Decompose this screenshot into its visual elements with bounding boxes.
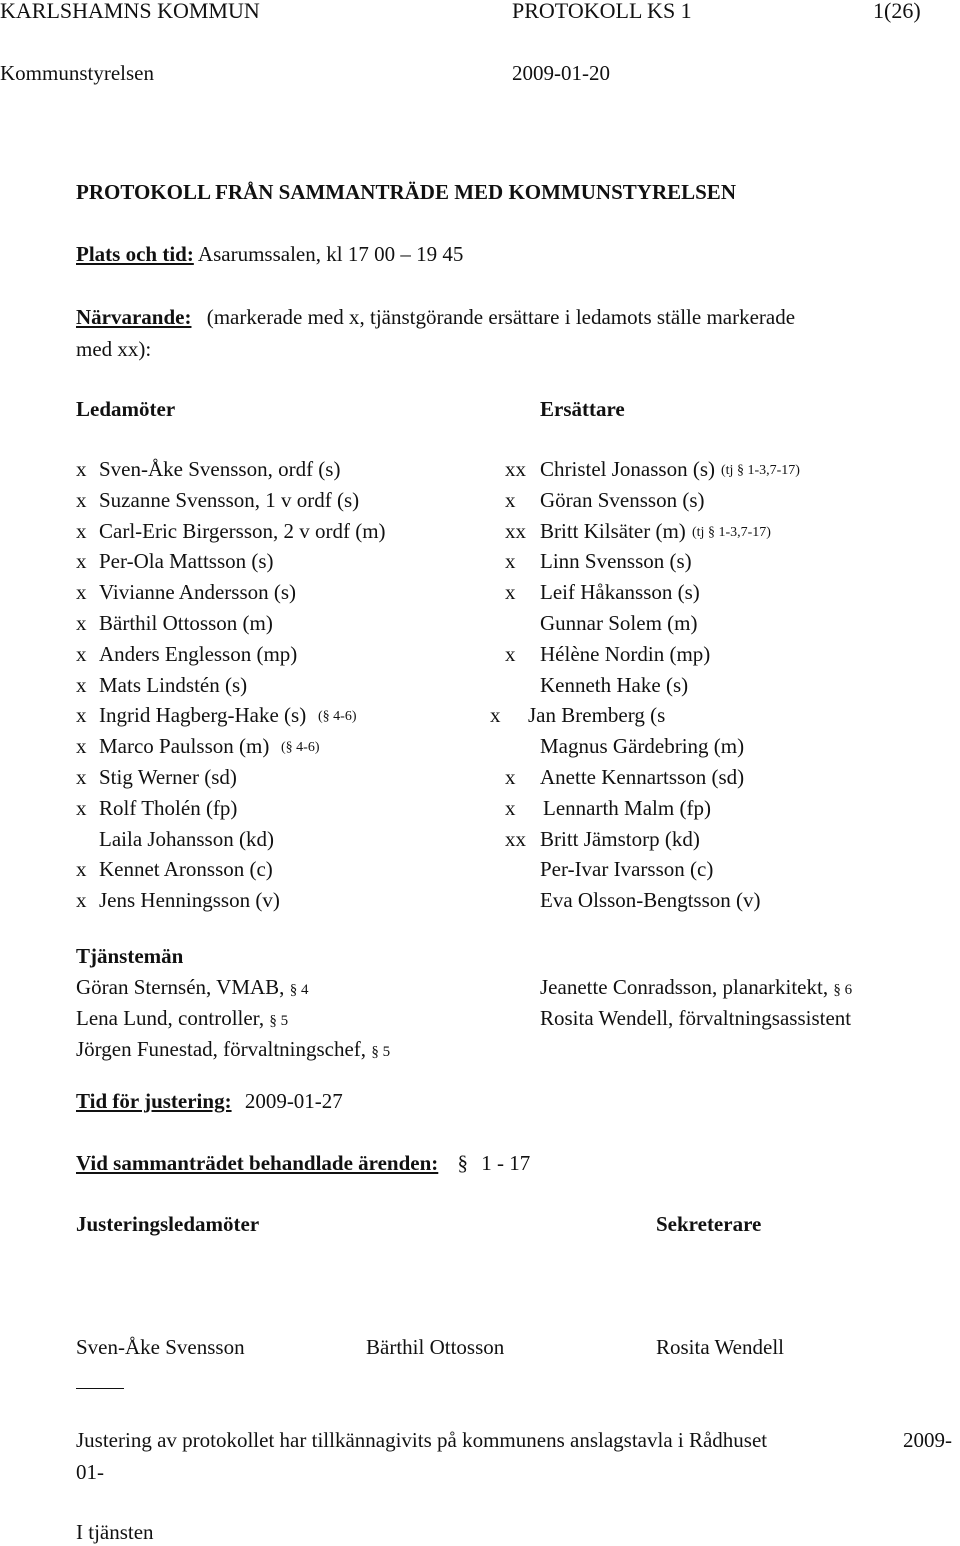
substitute-present-mark: xx (505, 518, 526, 543)
attendance-row (0, 736, 960, 764)
secretary-heading: Sekreterare (656, 1212, 762, 1236)
member-name: Suzanne Svensson, 1 v ordf (s) (99, 487, 360, 512)
present-line-1 (76, 307, 795, 328)
member-note: (§ 4-6) (281, 740, 320, 756)
member-name: Anders Englesson (mp) (99, 641, 298, 666)
substitute-name: Leif Håkansson (s) (540, 580, 700, 605)
footer-service: I tjänsten (76, 1520, 154, 1544)
substitute-present-mark: xx (505, 457, 526, 481)
member-name: Mats Lindstén (s) (99, 672, 248, 697)
member-present-mark: x (76, 888, 87, 913)
member-name: Rolf Tholén (fp) (99, 795, 238, 820)
official-right-1 (540, 977, 852, 998)
substitute-present-mark: x (505, 487, 516, 512)
substitute-note: (tj § 1-3,7-17) (692, 524, 771, 540)
official-section: § 5 (371, 1044, 391, 1060)
attendance-row (0, 551, 960, 579)
attendance-row (0, 641, 960, 672)
substitute-present-mark: x (505, 580, 516, 605)
substitute-present-mark: x (490, 703, 501, 728)
signature-rule (76, 1388, 124, 1389)
header-org: KARLSHAMNS KOMMUN (0, 0, 260, 23)
official-left-1 (76, 977, 308, 998)
adjust-time-line (76, 1091, 343, 1112)
member-present-mark: x (76, 641, 87, 666)
member-name: Jens Henningsson (v) (99, 888, 280, 913)
adjust-time-label: Tid för justering: (76, 1089, 232, 1113)
member-present-mark: x (76, 795, 87, 820)
substitute-name: Kenneth Hake (s) (540, 672, 689, 697)
attendance-row (0, 459, 960, 487)
handled-value: 1 - 17 (481, 1151, 531, 1175)
notice-date-2: 01- (76, 1460, 104, 1484)
substitute-name: Lennarth Malm (fp) (543, 795, 711, 820)
member-note: (§ 4-6) (318, 709, 357, 725)
official-section: § 6 (833, 982, 853, 998)
substitute-name: Britt Kilsäter (m) (540, 518, 686, 543)
substitute-present-mark: x (505, 641, 516, 666)
substitute-note: (tj § 1-3,7-17) (721, 463, 800, 478)
member-name: Sven-Åke Svensson, ordf (s) (99, 457, 341, 481)
official-name: Lena Lund, controller, (76, 1006, 265, 1030)
handled-line (76, 1153, 530, 1174)
official-name: Rosita Wendell, förvaltningsassistent (540, 1006, 852, 1030)
signature-3: Rosita Wendell (656, 1335, 784, 1359)
attendance-row (0, 518, 960, 549)
notice-date-1: 2009- (903, 1428, 952, 1452)
member-name: Ingrid Hagberg-Hake (s) (99, 703, 307, 728)
attendance-row (0, 672, 960, 703)
substitute-name: Göran Svensson (s) (540, 487, 705, 512)
attendance-row (0, 582, 960, 610)
member-present-mark: x (76, 857, 87, 882)
member-present-mark: x (76, 672, 87, 697)
present-text-1: (markerade med x, tjänstgörande ersättare i ledamots ställe markerade (206, 305, 796, 329)
substitute-name: Linn Svensson (s) (540, 549, 692, 574)
adjusters-heading: Justeringsledamöter (76, 1212, 260, 1236)
member-name: Stig Werner (sd) (99, 765, 237, 789)
substitute-name: Jan Bremberg (s (528, 703, 666, 728)
substitute-name: Per-Ivar Ivarsson (c) (540, 857, 714, 882)
official-left-3 (76, 1039, 390, 1060)
member-name: Marco Paulsson (m) (99, 734, 270, 759)
attendance-row (0, 613, 960, 641)
place-line (76, 244, 463, 265)
attendance-row (0, 859, 960, 887)
substitutes-heading: Ersättare (540, 397, 625, 421)
attendance-row (0, 826, 960, 857)
member-present-mark: x (76, 765, 87, 789)
place-label: Plats och tid: (76, 242, 194, 266)
attendance-row (0, 487, 960, 518)
substitute-present-mark: x (505, 765, 516, 789)
member-present-mark: x (76, 580, 87, 605)
header-body: Kommunstyrelsen (0, 61, 154, 85)
member-present-mark: x (76, 518, 87, 543)
official-name: Göran Sternsén, VMAB, (76, 975, 285, 999)
substitute-name: Magnus Gärdebring (m) (540, 734, 745, 759)
official-name: Jörgen Funestad, förvaltningschef, (76, 1037, 367, 1061)
officials-heading: Tjänstemän (76, 944, 184, 968)
official-name: Jeanette Conradsson, planarkitekt, (540, 975, 829, 999)
attendance-row (0, 767, 960, 795)
handled-label: Vid sammanträdet behandlade ärenden: (76, 1151, 439, 1175)
member-present-mark: x (76, 734, 87, 759)
attendance-row (0, 705, 960, 733)
present-label: Närvarande: (76, 305, 192, 329)
member-present-mark: x (76, 487, 87, 512)
substitute-name: Christel Jonasson (s) (540, 457, 715, 481)
header-date: 2009-01-20 (512, 61, 610, 85)
substitute-name: Hélène Nordin (mp) (540, 641, 711, 666)
attendance-row (0, 890, 960, 918)
member-name: Bärthil Ottosson (m) (99, 611, 273, 635)
official-section: § 5 (269, 1013, 289, 1029)
substitute-present-mark: x (505, 549, 516, 574)
page-title: PROTOKOLL FRÅN SAMMANTRÄDE MED KOMMUNSTYRELSEN (76, 180, 736, 204)
member-present-mark: x (76, 457, 87, 481)
present-text-2: med xx): (76, 337, 152, 361)
member-name: Per-Ola Mattsson (s) (99, 549, 274, 574)
substitute-name: Gunnar Solem (m) (540, 611, 698, 635)
substitute-name: Eva Olsson-Bengtsson (v) (540, 888, 761, 913)
official-right-2 (540, 1008, 851, 1029)
adjust-time-value: 2009-01-27 (244, 1089, 343, 1113)
member-name: Kennet Aronsson (c) (99, 857, 273, 882)
signature-2: Bärthil Ottosson (366, 1335, 505, 1359)
member-name: Carl-Eric Birgersson, 2 v ordf (m) (99, 518, 386, 543)
official-left-2 (76, 1008, 288, 1029)
member-name: Laila Johansson (kd) (99, 826, 274, 851)
header-page: 1(26) (873, 0, 921, 23)
notice-text: Justering av protokollet har tillkännagivits på kommunens anslagstavla i Rådhuset (76, 1428, 768, 1452)
handled-section-sign: § (457, 1151, 469, 1175)
header-doc: PROTOKOLL KS 1 (512, 0, 692, 23)
substitute-name: Britt Jämstorp (kd) (540, 826, 700, 851)
members-heading: Ledamöter (76, 397, 176, 421)
member-present-mark: x (76, 549, 87, 574)
signature-1: Sven-Åke Svensson (76, 1335, 245, 1359)
attendance-row (0, 795, 960, 826)
member-present-mark: x (76, 703, 87, 728)
substitute-present-mark: x (505, 795, 516, 820)
member-present-mark: x (76, 611, 87, 635)
substitute-name: Anette Kennartsson (sd) (540, 765, 745, 789)
member-name: Vivianne Andersson (s) (99, 580, 297, 605)
substitute-present-mark: xx (505, 826, 526, 851)
place-value: Asarumssalen, kl 17 00 – 19 45 (197, 242, 464, 266)
official-section: § 4 (289, 982, 309, 998)
